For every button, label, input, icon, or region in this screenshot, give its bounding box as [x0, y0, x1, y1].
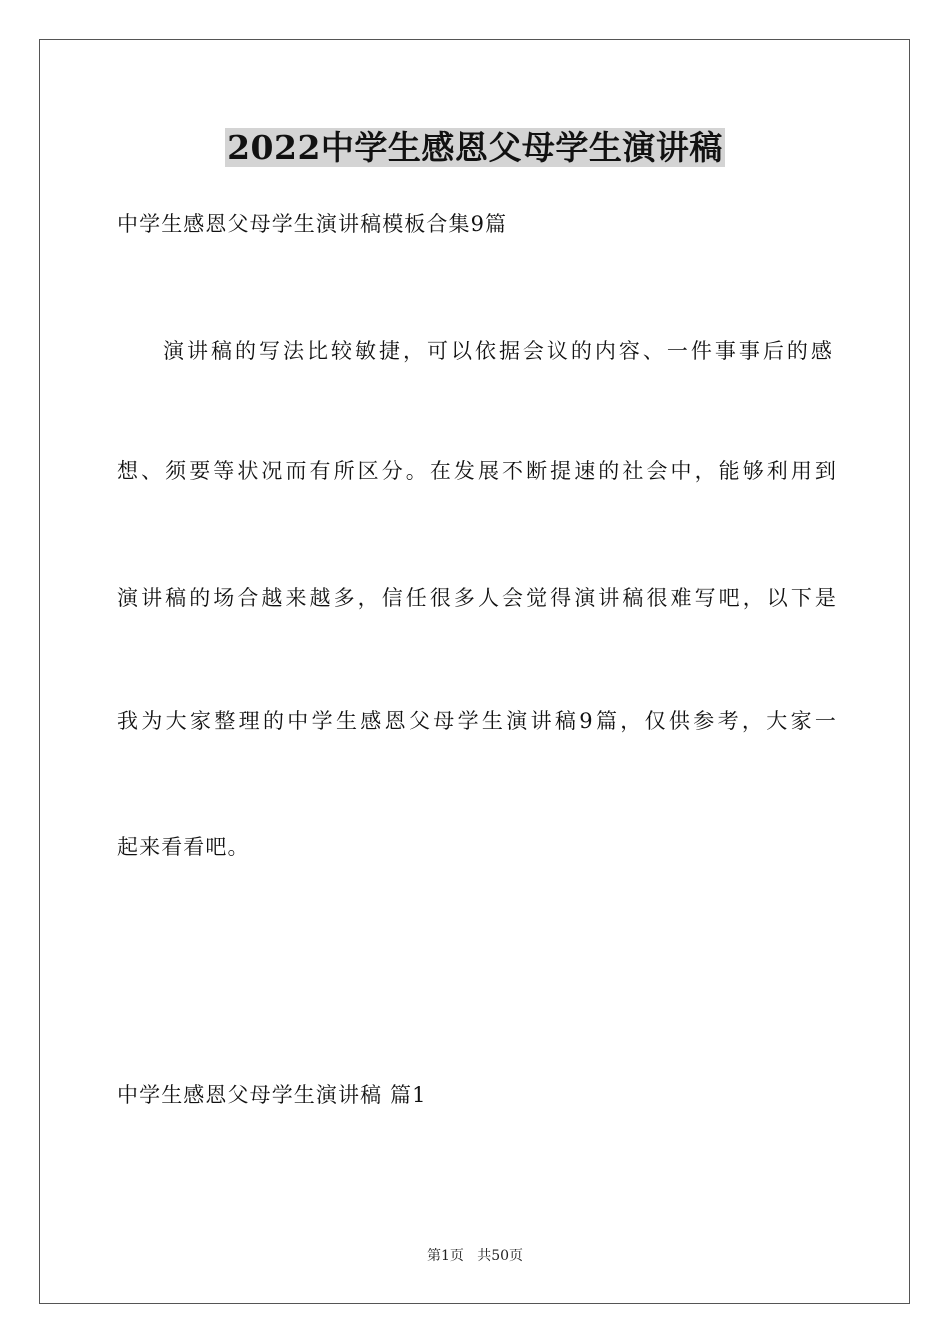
intro-line-5: 起来看看吧。 [117, 835, 250, 859]
intro-line-2: 想、须要等状况而有所区分。在发展不断提速的社会中，能够利用到 [117, 459, 837, 483]
intro-line-1: 演讲稿的写法比较敏捷，可以依据会议的内容、一件事事后的感 [163, 339, 833, 363]
document-title-text: 2022中学生感恩父母学生演讲稿 [227, 128, 723, 167]
intro-line-3: 演讲稿的场合越来越多，信任很多人会觉得演讲稿很难写吧，以下是 [117, 586, 837, 610]
document-title [0, 126, 950, 170]
page-footer: 第1页 共50页 [426, 1248, 524, 1264]
intro-line-4: 我为大家整理的中学生感恩父母学生演讲稿9篇，仅供参考，大家一 [117, 709, 837, 733]
document-subtitle: 中学生感恩父母学生演讲稿模板合集9篇 [117, 212, 508, 236]
section-heading: 中学生感恩父母学生演讲稿 篇1 [117, 1083, 427, 1107]
